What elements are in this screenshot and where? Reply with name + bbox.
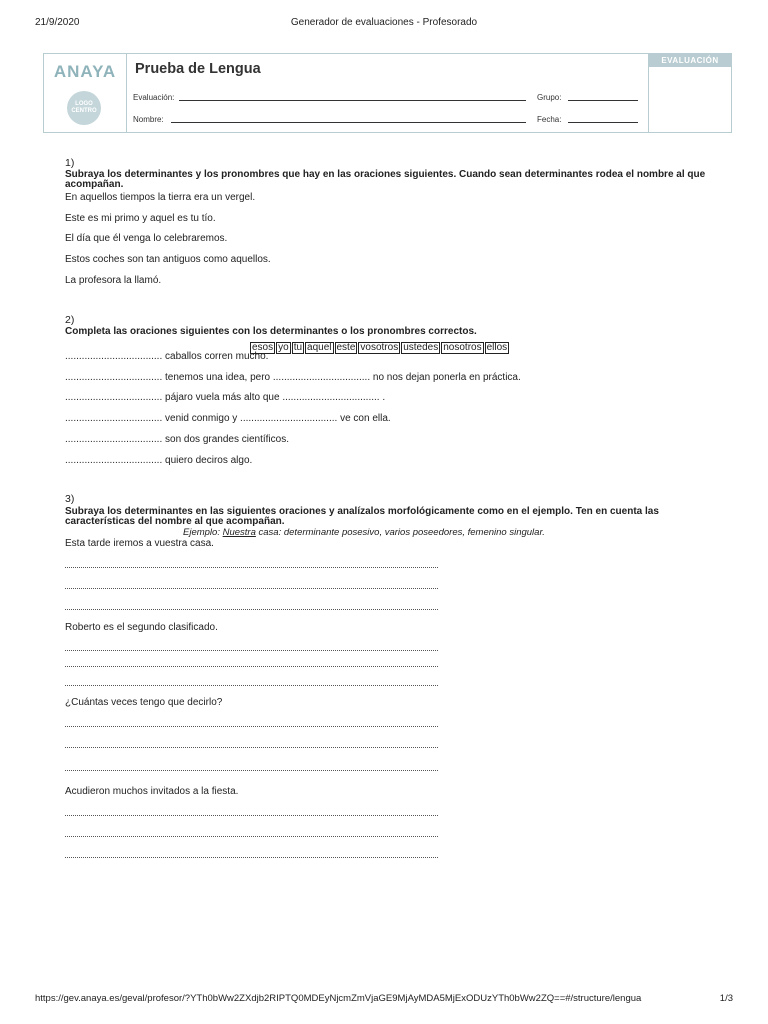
logo-centro-placeholder [67,91,101,125]
answer-line[interactable] [65,836,438,837]
q1-sentence: La profesora la llamó. [65,275,162,286]
word-bank-item: tu [293,342,303,353]
q3-number: 3) [65,493,75,505]
q3-sentence: Acudieron muchos invitados a la fiesta. [65,786,239,797]
answer-line[interactable] [65,650,438,651]
example-rest: casa: determinante posesivo, varios poseedores, femenino singular. [255,527,545,538]
evaluacion-badge-column [648,54,731,132]
q1-sentence: En aquellos tiempos la tierra era un vergel. [65,192,256,203]
fecha-field[interactable] [568,122,638,123]
grupo-field[interactable] [568,100,638,101]
q1-sentence: Este es mi primo y aquel es tu tío. [65,213,216,224]
exam-header [43,53,732,133]
q3-instruction: Subraya los determinantes en las siguientes oraciones y analízalos morfológicamente como en el ejemplo. Ten en cuenta las características del nombre al que acompañan. [65,506,659,527]
word-bank-item: ustedes [403,342,439,353]
fecha-label: Fecha: [537,115,562,124]
evaluacion-badge: EVALUACIÓN [649,54,731,67]
word-bank-item: esos [252,342,274,353]
q2-sentence: ................................... quiero deciros algo. [65,455,253,466]
q3-sentence: Roberto es el segundo clasificado. [65,622,218,633]
q3-example [183,527,545,538]
answer-line[interactable] [65,857,438,858]
q2-sentence: ................................... pájaro vuela más alto que ................................... . [65,392,386,403]
word-bank-item: yo [278,342,289,353]
page-number: 1/3 [719,993,733,1004]
word-bank-item: ellos [486,342,508,353]
nombre-label: Nombre: [133,115,164,124]
word-bank-item: aquel [307,342,332,353]
q2-sentence: ................................... tenemos una idea, pero ................................... no nos dejan ponerla en práctica. [65,372,521,383]
print-url: https://gev.anaya.es/geval/profesor/?YTh0bWw2ZXdjb2RIPTQ0MDEyNjcmZmVjaGE9MjAyMDA5MjExODUzYTh0bWw2ZQ==#/structure/lengua [35,993,642,1004]
answer-line[interactable] [65,815,438,816]
q2-number: 2) [65,314,75,326]
nombre-field[interactable] [171,122,526,123]
example-word: Nuestra [222,527,256,538]
anaya-logo: ANAYA [53,62,117,81]
q2-sentence: ................................... venid conmigo y ................................... ve con ella. [65,413,391,424]
example-prefix: Ejemplo: [183,527,223,538]
answer-line[interactable] [65,726,438,727]
q2-instruction: Completa las oraciones siguientes con los determinantes o los pronombres correctos. [65,326,477,337]
test-title: Prueba de Lengua [135,61,261,77]
answer-line[interactable] [65,609,438,610]
q1-sentence: El día que él venga lo celebraremos. [65,233,228,244]
answer-line[interactable] [65,770,438,771]
q1-instruction: Subraya los determinantes y los pronombres que hay en las oraciones siguientes. Cuando sean determinantes rodea el nombre al que acompañan. [65,169,706,190]
q1-number: 1) [65,157,75,169]
q3-sentence: ¿Cuántas veces tengo que decirlo? [65,697,223,708]
q2-sentence: ................................... son dos grandes científicos. [65,434,289,445]
print-header [0,17,768,31]
print-title: Generador de evaluaciones - Profesorado [290,17,478,28]
logo-line1: LOGO [75,101,93,107]
answer-line[interactable] [65,588,438,589]
word-bank [250,337,510,355]
answer-line[interactable] [65,567,438,568]
word-bank-item: nosotros [443,342,482,353]
q3-sentence: Esta tarde iremos a vuestra casa. [65,538,214,549]
word-bank-item: vosotros [360,342,399,353]
print-date: 21/9/2020 [35,17,80,28]
word-bank-item: este [336,342,356,353]
answer-line[interactable] [65,747,438,748]
q2-sentence: ................................... caballos corren mucho. [65,351,269,362]
answer-line[interactable] [65,685,438,686]
brand-column [44,54,127,132]
evaluacion-label: Evaluación: [133,93,175,102]
logo-line2: CENTRO [71,108,97,114]
q1-sentence: Estos coches son tan antiguos como aquellos. [65,254,271,265]
evaluacion-field[interactable] [179,100,526,101]
grupo-label: Grupo: [537,93,562,102]
answer-line[interactable] [65,666,438,667]
